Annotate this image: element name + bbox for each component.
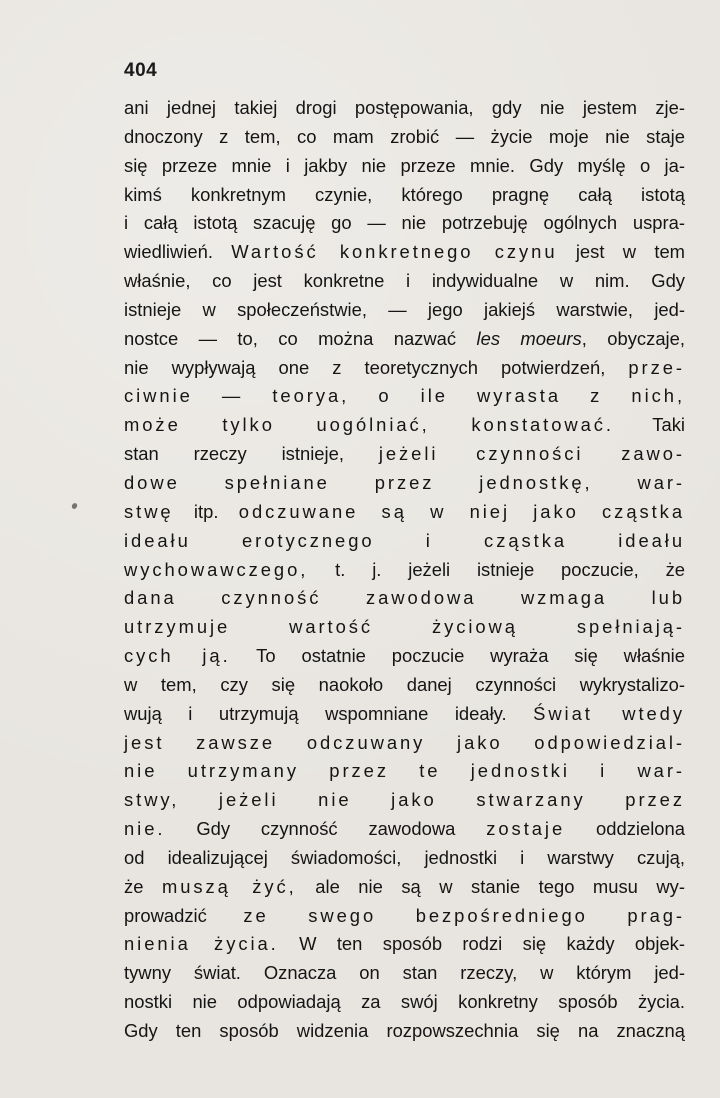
spaced-emphasis: jest zawsze odczuwany jako odpowiedzial-	[124, 731, 685, 753]
spaced-emphasis: nie.	[124, 818, 166, 840]
text-line	[124, 873, 685, 902]
text-run: wiedliwień.	[124, 241, 232, 263]
text-run: itp.	[173, 500, 239, 522]
text-run: kimś konkretnym czynie, którego pragnę całą istotą	[124, 183, 685, 205]
spaced-emphasis: dowe spełniane przez jednostkę, war-	[124, 471, 685, 493]
spaced-emphasis: Wartość konkretnego czynu	[231, 241, 558, 263]
spaced-emphasis: wychowawczego,	[124, 558, 309, 580]
spaced-emphasis: Świat wtedy	[533, 702, 685, 724]
text-run: stan rzeczy istnieje,	[124, 443, 379, 465]
text-run: Gdy ten sposób widzenia rozpowszechnia się na znaczną	[124, 1020, 685, 1041]
text-run: w tem, czy się naokoło danej czynności wykrystalizo-	[124, 673, 685, 695]
text-line	[124, 498, 685, 527]
text-line	[124, 123, 685, 152]
text-line	[124, 642, 685, 671]
text-line	[124, 209, 685, 238]
page-number: 404	[124, 60, 158, 81]
spaced-emphasis: ideału erotycznego i cząstka ideału	[124, 529, 685, 551]
text-run: , obyczaje,	[581, 327, 685, 349]
spaced-emphasis: dana czynność zawodowa wzmaga lub	[124, 587, 685, 609]
text-line	[124, 959, 685, 988]
text-run: nie wypływają one z teoretycznych potwierdzeń,	[124, 356, 629, 378]
spaced-emphasis: ciwnie — teorya, o ile wyrasta z nich,	[124, 385, 685, 407]
spaced-emphasis: nienia życia.	[124, 933, 279, 955]
body-text	[124, 94, 685, 1046]
text-line	[124, 382, 685, 411]
text-line	[124, 729, 685, 758]
text-run: W ten sposób rodzi się każdy objek-	[278, 933, 685, 955]
text-run: że	[124, 875, 162, 897]
text-line	[124, 902, 685, 931]
text-run: dnoczony z tem, co mam zrobić — życie moje nie staje	[124, 125, 685, 147]
text-line	[124, 411, 685, 440]
text-line	[124, 786, 685, 815]
text-line	[124, 440, 685, 469]
text-line	[124, 152, 685, 181]
spaced-emphasis: jeżeli czynności zawo-	[378, 443, 685, 465]
text-run: Taki	[613, 414, 685, 436]
text-line	[124, 527, 685, 556]
text-run: nostce — to, co można nazwać	[124, 327, 477, 349]
text-line	[124, 584, 685, 613]
text-run: To ostatnie poczucie wyraża się właśnie	[230, 645, 685, 667]
text-run: jest w tem	[557, 241, 685, 263]
text-line	[124, 988, 685, 1017]
text-run: Gdy czynność zawodowa	[165, 818, 487, 840]
spaced-emphasis: zostaje	[486, 818, 566, 840]
text-line	[124, 354, 685, 383]
spaced-emphasis: odczuwane są w niej jako cząstka	[238, 500, 685, 522]
text-run: ale nie są w stanie tego musu wy-	[296, 875, 685, 897]
italic-phrase: les moeurs	[476, 327, 582, 349]
spaced-emphasis: ze swego bezpośredniego prag-	[243, 904, 685, 926]
text-line	[124, 469, 685, 498]
text-line	[124, 700, 685, 729]
text-line	[124, 296, 685, 325]
text-run: oddzielona	[565, 818, 685, 840]
text-run: tywny świat. Oznacza on stan rzeczy, w którym jed-	[124, 962, 685, 984]
spaced-emphasis: prze-	[628, 356, 685, 378]
ink-speck	[71, 502, 78, 510]
text-run: wują i utrzymują wspomniane ideały.	[124, 702, 534, 724]
text-line	[124, 930, 685, 959]
spaced-emphasis: stwy, jeżeli nie jako stwarzany przez	[124, 789, 685, 811]
text-run: nostki nie odpowiadają za swój konkretny sposób życia.	[124, 991, 685, 1013]
text-run: istnieje w społeczeństwie, — jego jakiejś warstwie, jed-	[124, 298, 685, 320]
text-run: i całą istotą szacuję go — nie potrzebuję ogólnych uspra-	[124, 212, 685, 234]
spaced-emphasis: utrzymuje wartość życiową spełniają-	[124, 616, 685, 638]
text-run: ani jednej takiej drogi postępowania, gdy nie jestem zje-	[124, 97, 685, 118]
spaced-emphasis: stwę	[124, 500, 174, 522]
text-run: t. j. jeżeli istnieje poczucie, że	[308, 558, 685, 580]
text-line	[124, 94, 685, 123]
text-line	[124, 844, 685, 873]
text-line	[124, 181, 685, 210]
text-run: się przeze mnie i jakby nie przeze mnie. Gdy myślę o ja-	[124, 154, 685, 176]
spaced-emphasis: może tylko uogólniać, konstatować.	[124, 414, 614, 436]
text-line	[124, 325, 685, 354]
text-run: właśnie, co jest konkretne i indywidualne w nim. Gdy	[124, 270, 685, 292]
text-line	[124, 556, 685, 585]
text-line	[124, 815, 685, 844]
text-line	[124, 671, 685, 700]
spaced-emphasis: muszą żyć,	[161, 875, 297, 897]
text-line	[124, 1017, 685, 1046]
text-line	[124, 238, 685, 267]
text-run: od idealizującej świadomości, jednostki i warstwy czują,	[124, 846, 685, 868]
text-line	[124, 757, 685, 786]
text-line	[124, 267, 685, 296]
text-line	[124, 613, 685, 642]
text-run: prowadzić	[124, 904, 244, 926]
spaced-emphasis: nie utrzymany przez te jednostki i war-	[124, 760, 685, 782]
spaced-emphasis: cych ją.	[124, 645, 231, 667]
